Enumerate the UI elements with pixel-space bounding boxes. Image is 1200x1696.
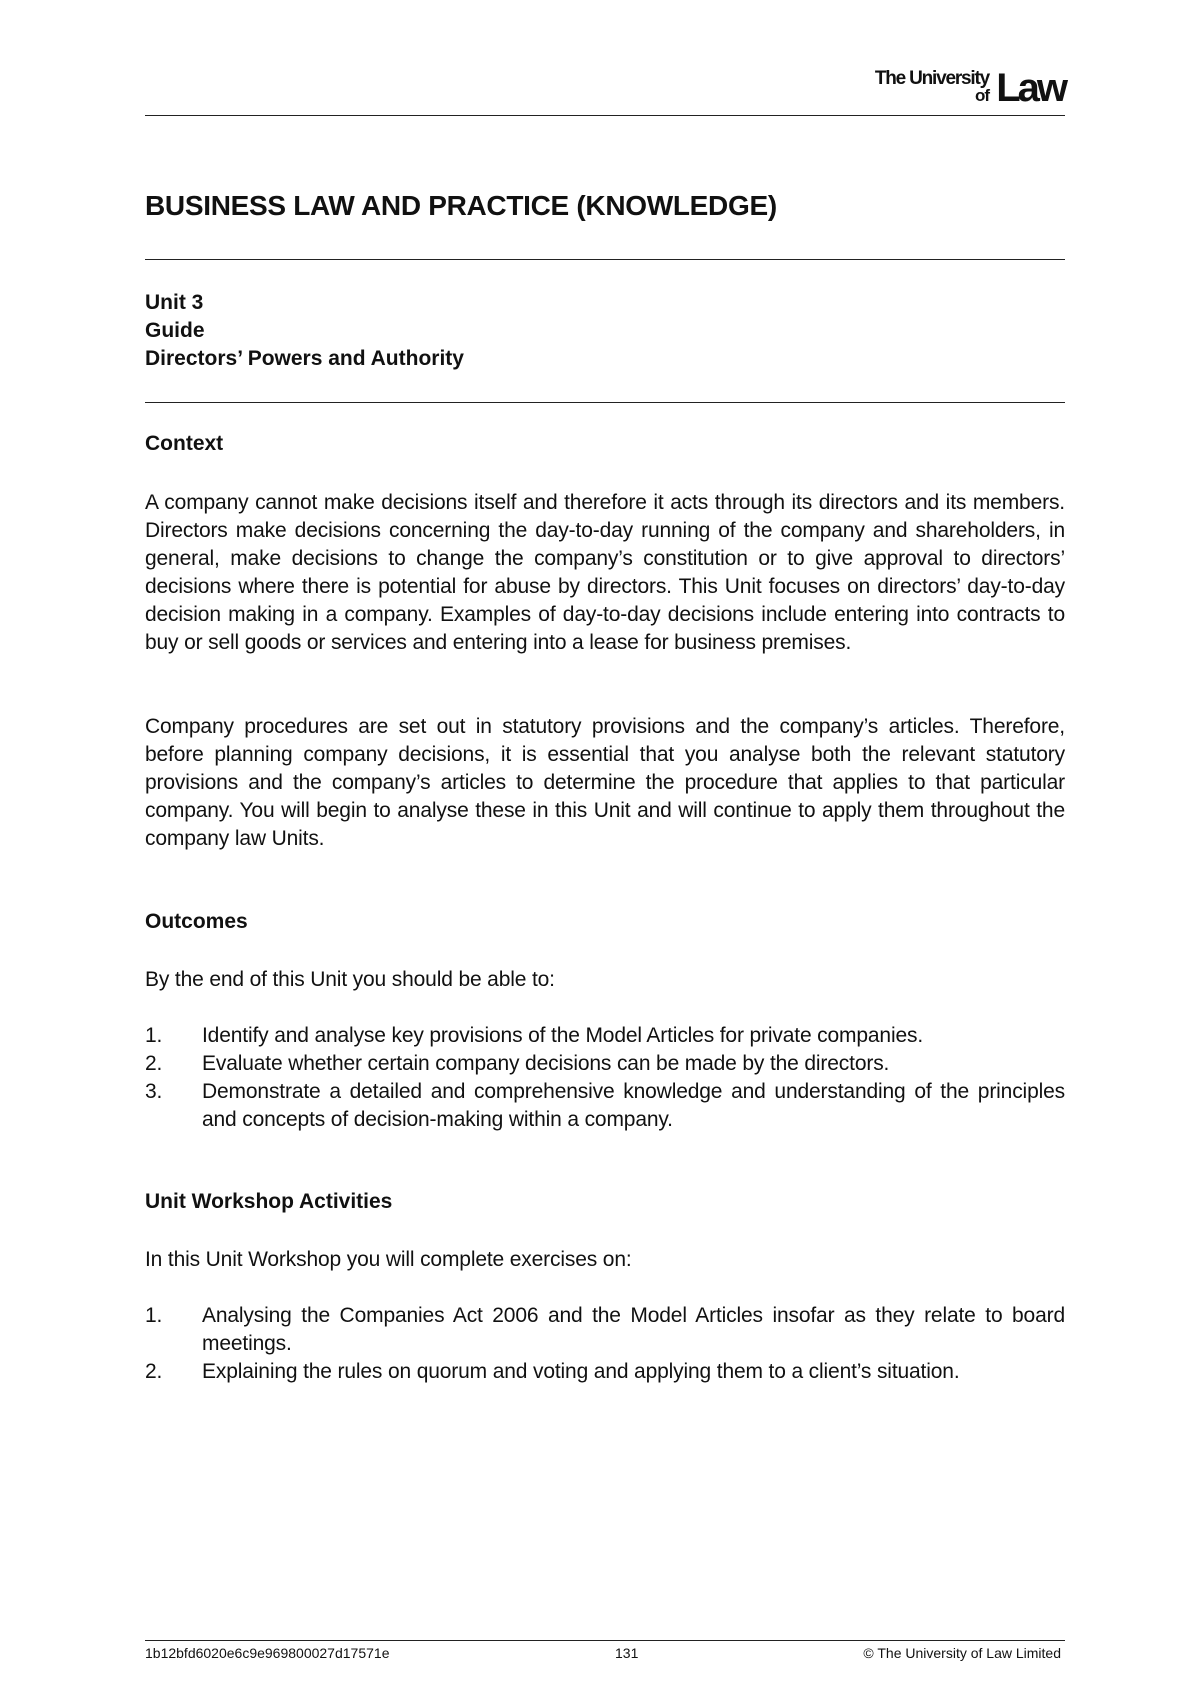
list-item-number: 1. bbox=[145, 1304, 163, 1327]
list-item bbox=[145, 1302, 1065, 1358]
header-divider bbox=[145, 115, 1065, 116]
outcomes-list bbox=[145, 1022, 1065, 1134]
list-item-number: 2. bbox=[145, 1052, 163, 1075]
list-item bbox=[145, 1022, 1065, 1050]
unit-type: Guide bbox=[145, 319, 205, 342]
context-paragraph-2: Company procedures are set out in statutory provisions and the company’s articles. Therefore, before planning company decisions, it is essential that you analyse both the relevant statutory provisions and the company’s articles to determine the procedure that applies to that particular company. You will begin to analyse these in this Unit and will continue to apply them throughout the company law Units. bbox=[145, 715, 1065, 850]
outcomes-heading: Outcomes bbox=[145, 910, 248, 933]
list-item bbox=[145, 1358, 1065, 1386]
outcomes-intro: By the end of this Unit you should be able to: bbox=[145, 968, 555, 991]
list-item-text: Explaining the rules on quorum and voting and applying them to a client’s situation. bbox=[202, 1360, 960, 1383]
title-divider bbox=[145, 259, 1065, 260]
footer-divider bbox=[145, 1640, 1065, 1641]
list-item-text: Identify and analyse key provisions of the Model Articles for private companies. bbox=[202, 1024, 924, 1047]
context-paragraph-1: A company cannot make decisions itself and therefore it acts through its directors and its members. Directors make decisions concerning the day-to-day running of the company and shareholders, in general, make decisions to change the company’s constitution or to give approval to directors’ decisions where there is potential for abuse by directors. This Unit focuses on directors’ day-to-day decision making in a company. Examples of day-to-day decisions include entering into contracts to buy or sell goods or services and entering into a lease for business premises. bbox=[145, 491, 1065, 654]
workshop-heading: Unit Workshop Activities bbox=[145, 1190, 393, 1213]
unit-info bbox=[145, 289, 464, 373]
unit-topic: Directors’ Powers and Authority bbox=[145, 347, 464, 370]
list-item-number: 1. bbox=[145, 1024, 163, 1047]
unit-divider bbox=[145, 402, 1065, 403]
workshop-list bbox=[145, 1302, 1065, 1386]
unit-number: Unit 3 bbox=[145, 291, 204, 314]
list-item bbox=[145, 1078, 1065, 1134]
footer-copyright: © The University of Law Limited bbox=[863, 1645, 1061, 1661]
list-item-number: 3. bbox=[145, 1080, 163, 1103]
university-of-law-logo bbox=[845, 66, 1065, 108]
workshop-intro: In this Unit Workshop you will complete exercises on: bbox=[145, 1248, 632, 1271]
list-item-text: Demonstrate a detailed and comprehensive knowledge and understanding of the principles and concepts of decision-making within a company. bbox=[202, 1080, 1065, 1131]
list-item-text: Evaluate whether certain company decisions can be made by the directors. bbox=[202, 1052, 890, 1075]
list-item-number: 2. bbox=[145, 1360, 163, 1383]
footer-document-id: 1b12bfd6020e6c9e969800027d17571e bbox=[145, 1645, 390, 1661]
logo-law-text: Law bbox=[996, 66, 1065, 110]
list-item bbox=[145, 1050, 1065, 1078]
logo-of-text: of bbox=[974, 86, 989, 105]
document-page bbox=[145, 0, 1065, 1696]
list-item-text: Analysing the Companies Act 2006 and the Model Articles insofar as they relate to board meetings. bbox=[202, 1304, 1065, 1355]
footer-page-number: 131 bbox=[615, 1645, 639, 1661]
context-heading: Context bbox=[145, 432, 224, 455]
logo-the-university-text: The University bbox=[874, 68, 989, 89]
document-title: BUSINESS LAW AND PRACTICE (KNOWLEDGE) bbox=[145, 190, 777, 221]
